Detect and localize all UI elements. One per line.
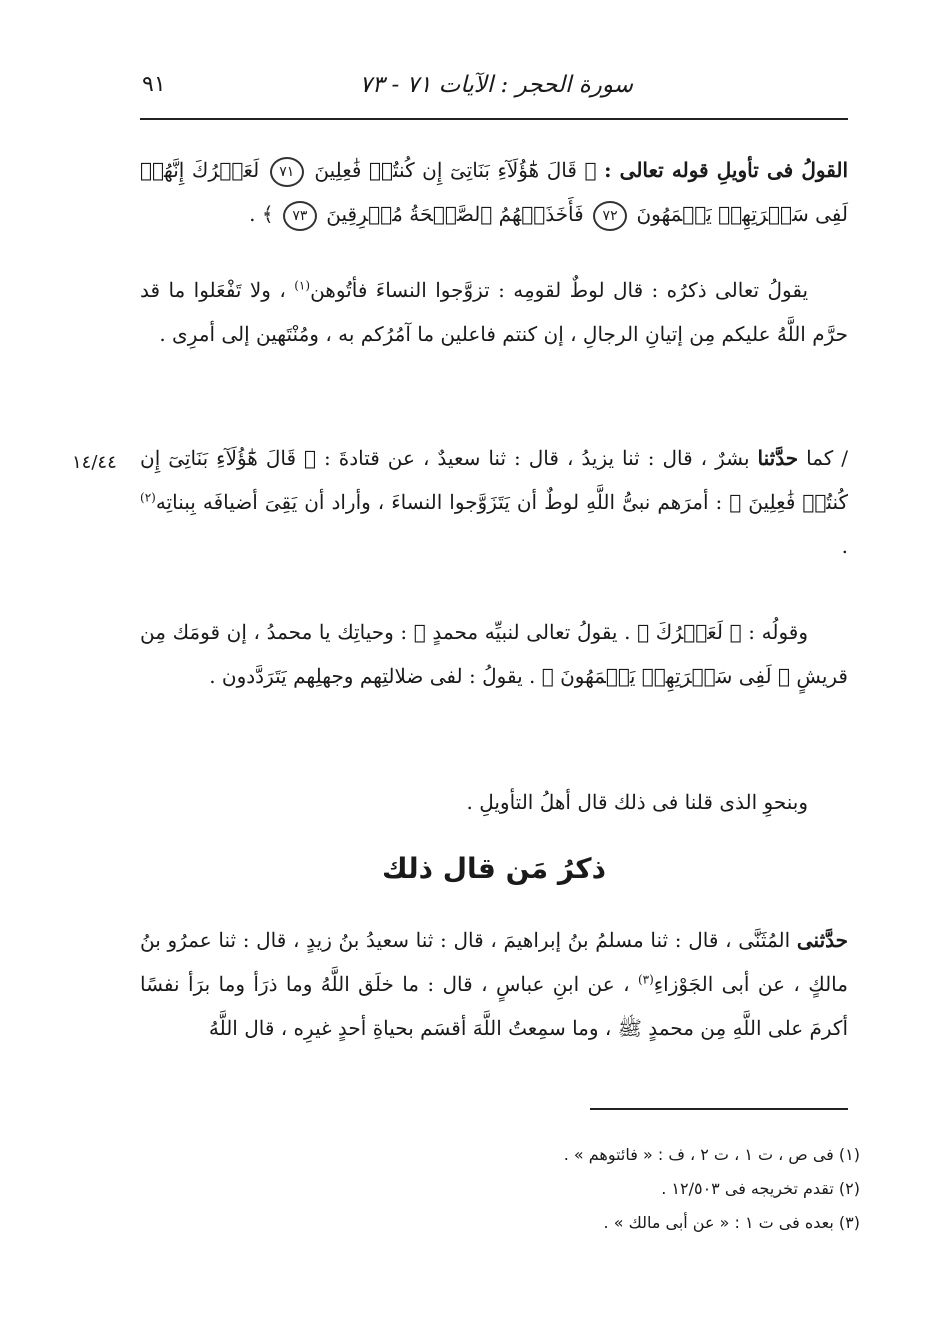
footnote-ref-1[interactable]: (١) [294, 278, 311, 293]
header-rule [140, 118, 848, 120]
footnotes [140, 1138, 860, 1240]
para3-text-c: . [841, 534, 848, 558]
para3-text-a: / كما [806, 446, 849, 470]
verse-section [140, 148, 848, 236]
section-lead: القولُ فى تأويلِ قوله تعالى : [604, 158, 849, 182]
paragraph-4 [140, 610, 848, 698]
footnote-2: (٢) تقدم تخريجه فى ١٢/٥٠٣ . [661, 1179, 860, 1198]
paragraph-6 [140, 918, 848, 1050]
page-number: ٩١ [142, 72, 166, 97]
para6-lead: حدَّثنى [796, 928, 848, 952]
verse-number-71: ٧١ [270, 157, 304, 187]
aya-close: ﴾ . [249, 202, 274, 226]
para5-text: وبنحوِ الذى قلنا فى ذلك قال أهلُ التأويلِ . [466, 790, 808, 814]
footnote-rule [590, 1108, 848, 1110]
footnote-ref-3[interactable]: (٣) [637, 972, 654, 987]
footnote-3: (٣) بعده فى ت ١ : « عن أبى مالك » . [603, 1213, 860, 1232]
paragraph-5 [140, 780, 848, 824]
para4-text: وقولُه : ﴿ لَعَمۡرُكَ ﴾ . يقولُ تعالى لنبيِّه محمدٍ ﷺ : وحياتِك يا محمدُ ، إن قومَك مِن قريشٍ ﴿ لَفِى سَكۡرَتِهِمۡ يَعۡمَهُونَ ﴾ . يقولُ : لفى ضلالتِهم وجهلِهم يَتَرَدَّدون . [140, 620, 848, 688]
verse-number-72: ٧٢ [593, 201, 627, 231]
running-title: سورة الحجر : الآيات ٧١ - ٧٣ [359, 72, 633, 98]
running-header [140, 68, 848, 112]
para3-lead: حدَّثنا [757, 446, 799, 470]
margin-reference: ١٤/٤٤ [72, 452, 117, 473]
aya-text-2: لَعَمۡرُكَ إِنَّهُمۡ لَفِى سَكۡرَتِهِمۡ يَعۡمَهُونَ [140, 158, 848, 226]
paragraph-2 [140, 268, 848, 356]
para2-text-a: يقولُ تعالى ذكرُه : قال لوطٌ لقومِه : تزوَّجوا النساءَ فأتُوهن [310, 278, 809, 302]
para3-text-b: بشرٌ ، قال : ثنا يزيدُ ، قال : ثنا سعيدٌ ، عن قتادةَ : ﴿ قَالَ هَٰٓؤُلَآءِ بَنَاتِىٓ إِن كُنتُمۡ فَٰعِلِينَ ﴾ : أمرَهم نبىُّ اللَّهِ لوطٌ أن يَتَزَوَّجوا النساءَ ، وأراد أن يَقِىَ أضيافَه بِبناتِه [140, 446, 848, 514]
aya-text-3: فَأَخَذَتۡهُمُ ٱلصَّيۡحَةُ مُشۡرِقِينَ [326, 202, 584, 226]
para6-text-a: المُثَنَّى ، قال : ثنا مسلمُ بنُ إبراهيمَ ، قال : ثنا سعيدُ بنُ زيدٍ ، قال : ثنا عمرُو بنُ مالكٍ ، عن أبى الجَوْزاءِ [140, 928, 848, 996]
footnote-1: (١) فى ص ، ت ١ ، ت ٢ ، ف : « فائتوهم » . [563, 1145, 860, 1164]
para2-text-b: ، ولا تَفْعَلوا ما قد حرَّم اللَّهُ عليكم مِن إتيانِ الرجالِ ، إن كنتم فاعلين ما آمُرُكم به ، ومُنْتَهين إلى أمرِى . [140, 278, 848, 346]
section-heading: ذكرُ مَن قال ذلك [382, 852, 606, 885]
para6-text-b: ، عن ابنِ عباسٍ ، قال : ما خلَق اللَّهُ وما ذرَأ وما برَأ نفسًا أكرمَ على اللَّهِ مِن محمدٍ ﷺ ، وما سمِعتُ اللَّهَ أقسَم بحياةِ أحدٍ غيرِه ، قال اللَّهُ [140, 972, 848, 1040]
aya-text-1: ﴿ قَالَ هَٰٓؤُلَآءِ بَنَاتِىٓ إِن كُنتُمۡ فَٰعِلِينَ [314, 158, 597, 182]
paragraph-3 [140, 436, 848, 568]
footnote-ref-2[interactable]: (٢) [140, 490, 156, 505]
verse-number-73: ٧٣ [283, 201, 317, 231]
